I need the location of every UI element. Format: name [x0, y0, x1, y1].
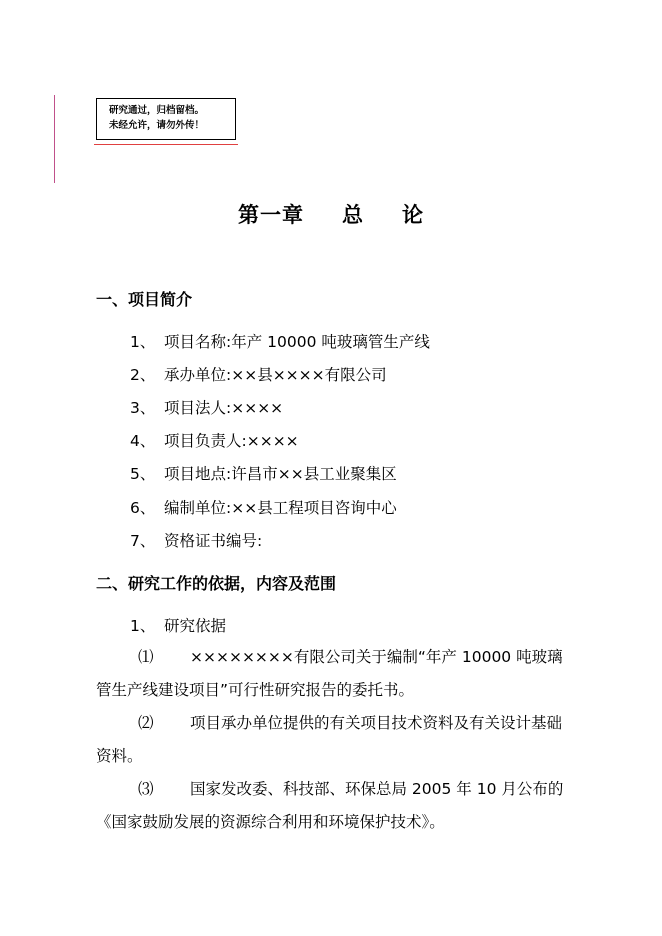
item-text: 资格证书编号:	[164, 532, 263, 550]
chapter-word-1: 总	[342, 202, 364, 227]
paragraph-text: 国家发改委、科技部、环保总局 2005 年 10 月公布的《国家鼓励发展的资源综合利用和环境保护技术》。	[96, 780, 564, 831]
item-text: 项目地点:许昌市××县工业聚集区	[164, 465, 397, 483]
notice-line-2: 未经允许，请勿外传！	[109, 120, 205, 131]
paragraph-marker: ⑵	[138, 714, 154, 732]
paragraph	[96, 773, 576, 839]
item-number: 1、	[130, 617, 156, 635]
item-number: 1、	[130, 333, 156, 351]
margin-line	[54, 95, 55, 183]
item-number: 5、	[130, 465, 156, 483]
chapter-title	[0, 199, 662, 229]
list-item	[130, 363, 387, 385]
notice-underline	[94, 144, 238, 145]
item-text: 承办单位:××县××××有限公司	[164, 366, 387, 384]
item-number: 7、	[130, 532, 156, 550]
list-item	[130, 330, 430, 352]
sub-heading	[130, 614, 226, 636]
item-text: 项目名称:年产 10000 吨玻璃管生产线	[164, 333, 430, 351]
list-item	[130, 496, 397, 518]
paragraph-marker: ⑴	[138, 648, 154, 666]
list-item	[130, 462, 397, 484]
paragraph-text: 项目承办单位提供的有关项目技术资料及有关设计基础资料。	[96, 714, 563, 765]
item-text: 研究依据	[164, 617, 227, 635]
list-item	[130, 529, 262, 551]
paragraph	[96, 641, 576, 707]
chapter-word-2: 论	[402, 202, 424, 227]
item-number: 4、	[130, 432, 156, 450]
list-item	[130, 429, 299, 451]
item-text: 项目法人:××××	[164, 399, 284, 417]
section-2-heading: 二、研究工作的依据，内容及范围	[96, 574, 337, 593]
item-number: 3、	[130, 399, 156, 417]
item-number: 2、	[130, 366, 156, 384]
paragraph-text: ××××××××有限公司关于编制“年产 10000 吨玻璃管生产线建设项目”可行性研究报告的委托书。	[96, 648, 563, 699]
chapter-number: 第一章	[238, 202, 304, 227]
item-number: 6、	[130, 499, 156, 517]
section-1-heading: 一、项目简介	[96, 290, 193, 309]
paragraph-marker: ⑶	[138, 780, 154, 798]
item-text: 编制单位:××县工程项目咨询中心	[164, 499, 397, 517]
notice-line-1: 研究通过，归档留档。	[109, 105, 205, 116]
paragraph	[96, 707, 576, 773]
item-text: 项目负责人:××××	[164, 432, 299, 450]
list-item	[130, 396, 283, 418]
notice-box	[96, 98, 236, 140]
